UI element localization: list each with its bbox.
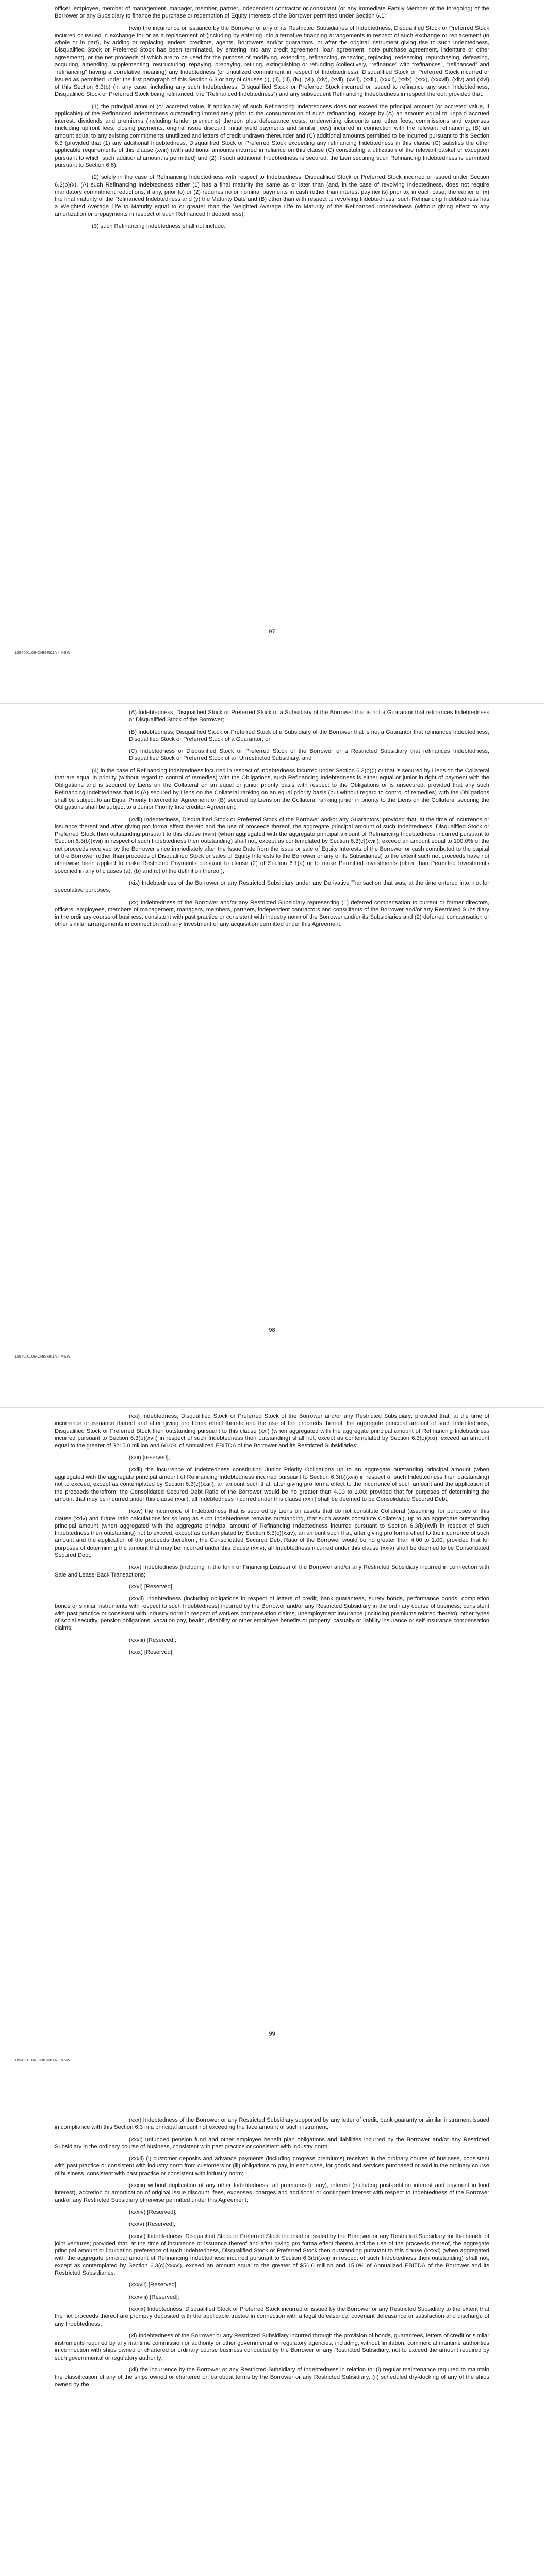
paragraph: (xviii) Indebtedness, Disqualified Stock or Preferred Stock of the Borrower and/or any Guarantors; provided that, at the time of incurrence or issuance thereof and after giving pro forma effect thereto and the use of proceeds thereof, the aggregate principal amount of such Indebtedness, Disqualified Stock or Preferred Stock then outstanding pursuant to this clause (xviii) (when aggregated with the aggregate principal amount of Refinancing Indebtedness incurred pursuant to Section 6.3(b)(xvii) in respect of such Indebtedness then outstanding) shall not, except as contemplated by Section 6.3(c)(xviii), exceed an amount equal to 100.0% of the net proceeds received by the Borrower since immediately after the Issue Date from the issue or sale of Equity Interests of the Borrower or cash contributed to the capital of the Borrower (other than proceeds of Disqualified Stock or sales of Equity Interests to the Borrower or any of its Subsidiaries) to the extent such net proceeds have not otherwise been applied to make Restricted Payments pursuant to clause (2) of Section 6.1(a) or to make Permitted Investments (other than Permitted Investments specified in any of clauses (a), (b) and (c) of the definition thereof); bbox=[55, 816, 489, 874]
page-number: 98 bbox=[269, 1327, 275, 1333]
paragraph: (xl) Indebtedness of the Borrower or any Restricted Subsidiary incurred through the provision of bonds, guarantees, letters of credit or similar instruments required by any maritime commission or authority or other governmental or regulatory agencies, including, without limitation, commercial maritime authorities in connection with ships owned or chartered or ordinary course business conducted by the Borrower or any Restricted Subsidiary, not to exceed the amount required by such governmental or regulatory authority; bbox=[55, 2332, 489, 2361]
paragraph: (A) Indebtedness, Disqualified Stock or Preferred Stock of a Subsidiary of the Borrower that is not a Guarantor that refinances Indebtedness or Disqualified Stock of the Borrower; bbox=[129, 709, 489, 723]
page-number: 97 bbox=[269, 629, 275, 635]
paragraph: (xxix) [Reserved]; bbox=[129, 1649, 174, 1656]
paragraph: (C) Indebtedness or Disqualified Stock or Preferred Stock of the Borrower or a Restricted Subsidiary that refinances Indebtedness, Disqualified Stock or Preferred Stock of an Unrestricted Subsidiary; and bbox=[129, 748, 489, 762]
paragraph: (xxxiii) without duplication of any other Indebtedness, all premiums (if any), interest (including post-petition interest and payment in kind interest), accretion or amortization of original issue discount, fees, expenses, charges and additional or contingent interest with respect to Indebtedness of the Borrower and/or any Restricted Subsidiary otherwise permitted under this Agreement; bbox=[55, 2182, 489, 2204]
paragraph: (xxvii) Indebtedness (including obligations in respect of letters of credit, bank guarantees, surety bonds, performance bonds, completion bonds or similar instruments with respect to such Indebtedness) incurred by the Borrower and/or any Restricted Subsidiary in the ordinary course of business, consistent with past practice or consistent with industry norm in respect of workers compensation claims, unemployment insurance (including premiums related thereto), other types of social security, pension obligations, vacation pay, health, disability or other employee benefits or property, casualty or liability insurance or self-insurance compensation claims; bbox=[55, 1596, 489, 1632]
page-98 bbox=[0, 704, 544, 1407]
paragraph: (xxxviii) [Reserved]; bbox=[129, 2294, 179, 2300]
page-100 bbox=[0, 2111, 544, 2576]
footer-code: 1094001.06-CHISR01A - MSW bbox=[14, 2058, 71, 2062]
paragraph: (xxviii) [Reserved]; bbox=[129, 1637, 177, 1643]
paragraph: (xxxii) (i) customer deposits and advance payments (including progress premiums) received in the ordinary course of business, consistent with past practice or consistent with industry norm from customers or (iii) obligations to pay, in each case, for goods and services purchased or sold in the ordinary course of business, consistent with past practice or consistent with industry norm; bbox=[55, 2156, 489, 2177]
paragraph: (3) such Refinancing Indebtedness shall not include: bbox=[92, 223, 226, 230]
paragraph: (xxii) [reserved]; bbox=[129, 1454, 170, 1461]
page-body bbox=[55, 709, 489, 928]
footer-code: 1094001.06-CHISR01A - MSW bbox=[14, 1354, 71, 1359]
paragraph: (2) solely in the case of Refinancing Indebtedness with respect to Indebtedness, Disqualified Stock or Preferred Stock incurred or issued under Section 6.3(b)(x), (A) such Refinancing Indebtedness either (1) has a final maturity the same as or later than (and, in the case of revolving Indebtedness, does not require mandatory commitment reductions, if any, prior to) or (2) requires no or nominal payments in cash (other than interest payments) prior to, in each case, the earlier of (x) the final maturity of the Refinanced Indebtedness and (y) the Maturity Date and (B) other than with respect to revolving Indebtedness, such Refinancing Indebtedness has a Weighted Average Life to Maturity equal to or greater than the Weighted Average Life to Maturity of the Refinanced Indebtedness (without giving effect to any amortization or prepayments in respect of such Refinanced Indebtedness); bbox=[55, 174, 489, 217]
paragraph: (xxiv) the incurrence of Indebtedness that is secured by Liens on assets that do not constitute Collateral (assuming, for purposes of this clause (xxiv) and future ratio calculations for so long as such Indebtedness remains outstanding, that such assets constitute Collateral), up to an aggregate outstanding principal amount (when aggregated with the aggregate principal amount of Refinancing Indebtedness incurred pursuant to Section 6.3(b)(xvii) in respect of such Indebtedness then outstanding) not to exceed, except as contemplated by Section 6.3(c)(xxiv), an amount such that, after giving pro forma effect to the incurrence of such amount and the application of the proceeds therefrom, the Consolidated Secured Debt Ratio of the Borrower would be no greater than 4.00 to 1.00; provided that for purposes of determining the amount that may be incurred under this clause (xxiv), all Indebtedness incurred under this clause (xxiv) shall be deemed to be Consolidated Secured Debt; bbox=[55, 1508, 489, 1559]
paragraph: (xxxvi) Indebtedness, Disqualified Stock or Preferred Stock incurred or issued by the Borrower or any Restricted Subsidiary for the benefit of joint ventures; provided that, at the time of incurrence or issuance thereof and after giving pro forma effect thereto and the use of the proceeds thereof, the aggregate principal amount or liquidation preference of such Indebtedness, Disqualified Stock or Preferred Stock then outstanding pursuant to this clause (xxxvi) (when aggregated with the aggregate principal amount of Refinancing Indebtedness incurred pursuant to Section 6.3(b)(xvii) in respect of such Indebtedness then outstanding) shall not, except as contemplated by Section 6.3(c)(xxxvi), exceed an amount equal to the greater of $50.0 million and 15.0% of Annualized EBITDA of the Borrower and its Restricted Subsidiaries; bbox=[55, 2233, 489, 2277]
paragraph: (xxx) Indebtedness of the Borrower or any Restricted Subsidiary supported by any letter of credit, bank guaranty or similar instrument issued in compliance with this Section 6.3 in a principal amount not exceeding the face amount of such instrument; bbox=[55, 2117, 489, 2131]
page-body bbox=[55, 5, 489, 230]
paragraph: (xxv) Indebtedness (including in the form of Financing Leases) of the Borrower and/or any Restricted Subsidiary incurred in connection with Sale and Lease-Back Transactions; bbox=[55, 1564, 489, 1578]
paragraph: (xxiii) the incurrence of Indebtedness constituting Junior Priority Obligations up to an aggregate outstanding principal amount (when aggregated with the aggregate principal amount of Refinancing Indebtedness incurred pursuant to Section 6.3(b)(xvii) in respect of such Indebtedness then outstanding) not to exceed, except as contemplated by Section 6.3(c)(xxiii), an amount such that, after giving pro forma effect to the incurrence of such amount and the application of the proceeds therefrom, the Consolidated Secured Debt Ratio of the Borrower would be no greater than 4.00 to 1.00; provided that for purposes of determining the amount that may be incurred under this clause (xxiii), all Indebtedness incurred under this clause (xxiii) shall be deemed to be Consolidated Secured Debt; bbox=[55, 1466, 489, 1502]
page-body bbox=[55, 1413, 489, 1656]
paragraph: (B) Indebtedness, Disqualified Stock or Preferred Stock of a Subsidiary of the Borrower that is not a Guarantor that refinances Indebtedness, Disqualified Stock or Preferred Stock of a Guarantor; or bbox=[129, 728, 489, 742]
paragraph: officer, employee, member of management, manager, member, partner, independent contractor or consultant (or any Immediate Family Member of the foregoing) of the Borrower or any Subsidiary to finance the purchase or redemption of Equity Interests of the Borrower permitted under Section 6.1; bbox=[55, 6, 489, 20]
paragraph: (xxxvii) [Reserved]; bbox=[129, 2282, 178, 2289]
page-body bbox=[55, 2116, 489, 2388]
paragraph: (xxxi) unfunded pension fund and other employee benefit plan obligations and liabilities incurred by the Borrower and/or any Restricted Subsidiary in the ordinary course of business, consistent with past practice or consistent with industry norm; bbox=[55, 2136, 489, 2150]
paragraph: (xxxv) [Reserved]; bbox=[129, 2221, 176, 2228]
paragraph: (1) the principal amount (or accreted value, if applicable) of such Refinancing Indebtedness does not exceed the principal amount (or accreted value, if applicable) of the Refinanced Indebtedness outstanding immediately prior to the consummation of such refinancing, except by (A) an amount equal to unpaid accrued interest, dividends and premiums (including tender premiums) thereon plus defeasance costs, underwriting discounts and other fees, commissions and expenses (including upfront fees, closing payments, original issue discount, initial yield payments and similar fees) incurred in connection with the relevant refinancing, (B) an amount equal to any existing commitments unutilized and letters of credit undrawn thereunder and (C) additional amounts permitted to be incurred pursuant to this Section 6.3 (provided that (1) any additional Indebtedness, Disqualified Stock or Preferred Stock exceeding any refinancing Indebtedness in this clause (C) satisfies the other applicable requirements of this clause (xviii) (with additional amounts incurred in reliance on this clause (C) constituting a utilization of the relevant basket or exception pursuant to which such additional amount is permitted) and (2) if such additional Indebtedness is secured, the Lien securing such Refinancing Indebtedness is permitted pursuant to Section 6.6); bbox=[55, 103, 489, 168]
page-99 bbox=[0, 1408, 544, 2111]
paragraph: (xli) the incurrence by the Borrower or any Restricted Subsidiary of Indebtedness in relation to: (i) regular maintenance required to maintain the classification of any of the ships owned or chartered on bareboat terms by the Borrower or any Restricted Subsidiary; (ii) scheduled dry-docking of any of the ships owned by the bbox=[55, 2367, 489, 2388]
paragraph: (xx) Indebtedness of the Borrower and/or any Restricted Subsidiary representing (1) deferred compensation to current or former directors, officers, employees, members of management, managers, members, partners, independent contractors and consultants of the Borrower and/or any Restricted Subsidiary in the ordinary course of business, consistent with past practice or consistent with industry norm of the Borrower and/or its Subsidiaries and (2) deferred compensation or other similar arrangements in connection with any Investment or any acquisition permitted under this Agreement; bbox=[55, 899, 489, 928]
page-number: 99 bbox=[269, 2031, 275, 2037]
paragraph: (xxxix) Indebtedness, Disqualified Stock or Preferred Stock incurred or issued by the Borrower or any Restricted Subsidiary to the extent that the net proceeds thereof are promptly deposited with the applicable trustee in connection with a legal defeasance, covenant defeasance or satisfaction and discharge of any Indebtedness; bbox=[55, 2306, 489, 2327]
paragraph: (xix) Indebtedness of the Borrower or any Restricted Subsidiary under any Derivative Transaction that was, at the time entered into, not for speculative purposes; bbox=[55, 879, 489, 894]
paragraph: (xxxiv) [Reserved]; bbox=[129, 2209, 177, 2215]
paragraph: (xxvi) [Reserved]; bbox=[129, 1583, 174, 1590]
footer-code: 1094001.06-CHISR01A - MSW bbox=[14, 650, 71, 655]
paragraph: (4) in the case of Refinancing Indebtedness incurred in respect of Indebtedness incurred under Section 6.3(b)(i) or that is secured by Liens on the Collateral that are equal in priority (without regard to control of remedies) with the Obligations, such Refinancing Indebtedness is either equal or junior in right of payment with the Obligations and is secured by Liens on the Collateral on an equal or junior priority basis with respect to the Obligations or is unsecured; provided that any such Refinancing Indebtedness that is (A) secured by Liens on the Collateral ranking on an equal priority basis (but without regard to control of remedies) with the Obligations shall be subject to an Equal Priority Intercreditor Agreement or (B) secured by Liens on the Collateral ranking junior in priority to the Liens on the Collateral securing the Obligations shall be subject to a Junior Priority Intercreditor Agreement; bbox=[55, 767, 489, 811]
paragraph: (xvii) the incurrence or issuance by the Borrower or any of its Restricted Subsidiaries of Indebtedness, Disqualified Stock or Preferred Stock incurred or issued in exchange for or as a replacement of (including by entering into alternative financing arrangements in respect of such exchange or replacement (in whole or in part), by adding or replacing lenders, creditors, agents, Borrowers and/or guarantors, or after the original instrument giving rise to such Indebtedness, Disqualified Stock or Preferred Stock has been terminated, by entering into any credit agreement, loan agreement, note purchase agreement, indenture or other agreement), or the net proceeds of which are to be used for the purpose of modifying, extending, refinancing, renewing, replacing, redeeming, repurchasing, defeasing, acquiring, amending, supplementing, restructuring, repaying, prepaying, retiring, extinguishing or refunding (collectively, “refinance” with “refinances”, “refinanced” and “refinancing” having a correlative meaning) any Indebtedness (or unutilized commitment in respect of Indebtedness), Disqualified Stock or Preferred Stock incurred or issued as permitted under the first paragraph of this Section 6.3 or any of clauses (i), (ii), (iii), (iv), (vii), (xiv), (xvii), (xviii), (xxiii), (xxxii), (xxix), (xxx), (xxxvii), (xliv) and (xlvi) of this Section 6.3(b) (in any case, including any such Indebtedness, Disqualified Stock or Preferred Stock incurred or issued to refinance any such Indebtedness, Disqualified Stock or Preferred Stock being refinanced, the “Refinanced Indebtedness”) and any subsequent Refinancing Indebtedness in respect thereof; provided that: bbox=[55, 25, 489, 98]
paragraph: (xxi) Indebtedness, Disqualified Stock or Preferred Stock of the Borrower and/or any Restricted Subsidiary; provided that, at the time of incurrence or issuance thereof and after giving pro forma effect thereto and the use of the proceeds thereof, the aggregate principal amount of such Indebtedness, Disqualified Stock or Preferred Stock then outstanding pursuant to this clause (xxi) (when aggregated with the aggregate principal amount of Refinancing Indebtedness incurred pursuant to Section 6.3(b)(xvii) in respect of such Indebtedness then outstanding) shall not, except as contemplated by Section 6.3(c)(xxi), exceed an amount equal to the greater of $215.0 million and 60.0% of Annualized EBITDA of the Borrower and its Restricted Subsidiaries; bbox=[55, 1413, 489, 1449]
page-97 bbox=[0, 0, 544, 703]
